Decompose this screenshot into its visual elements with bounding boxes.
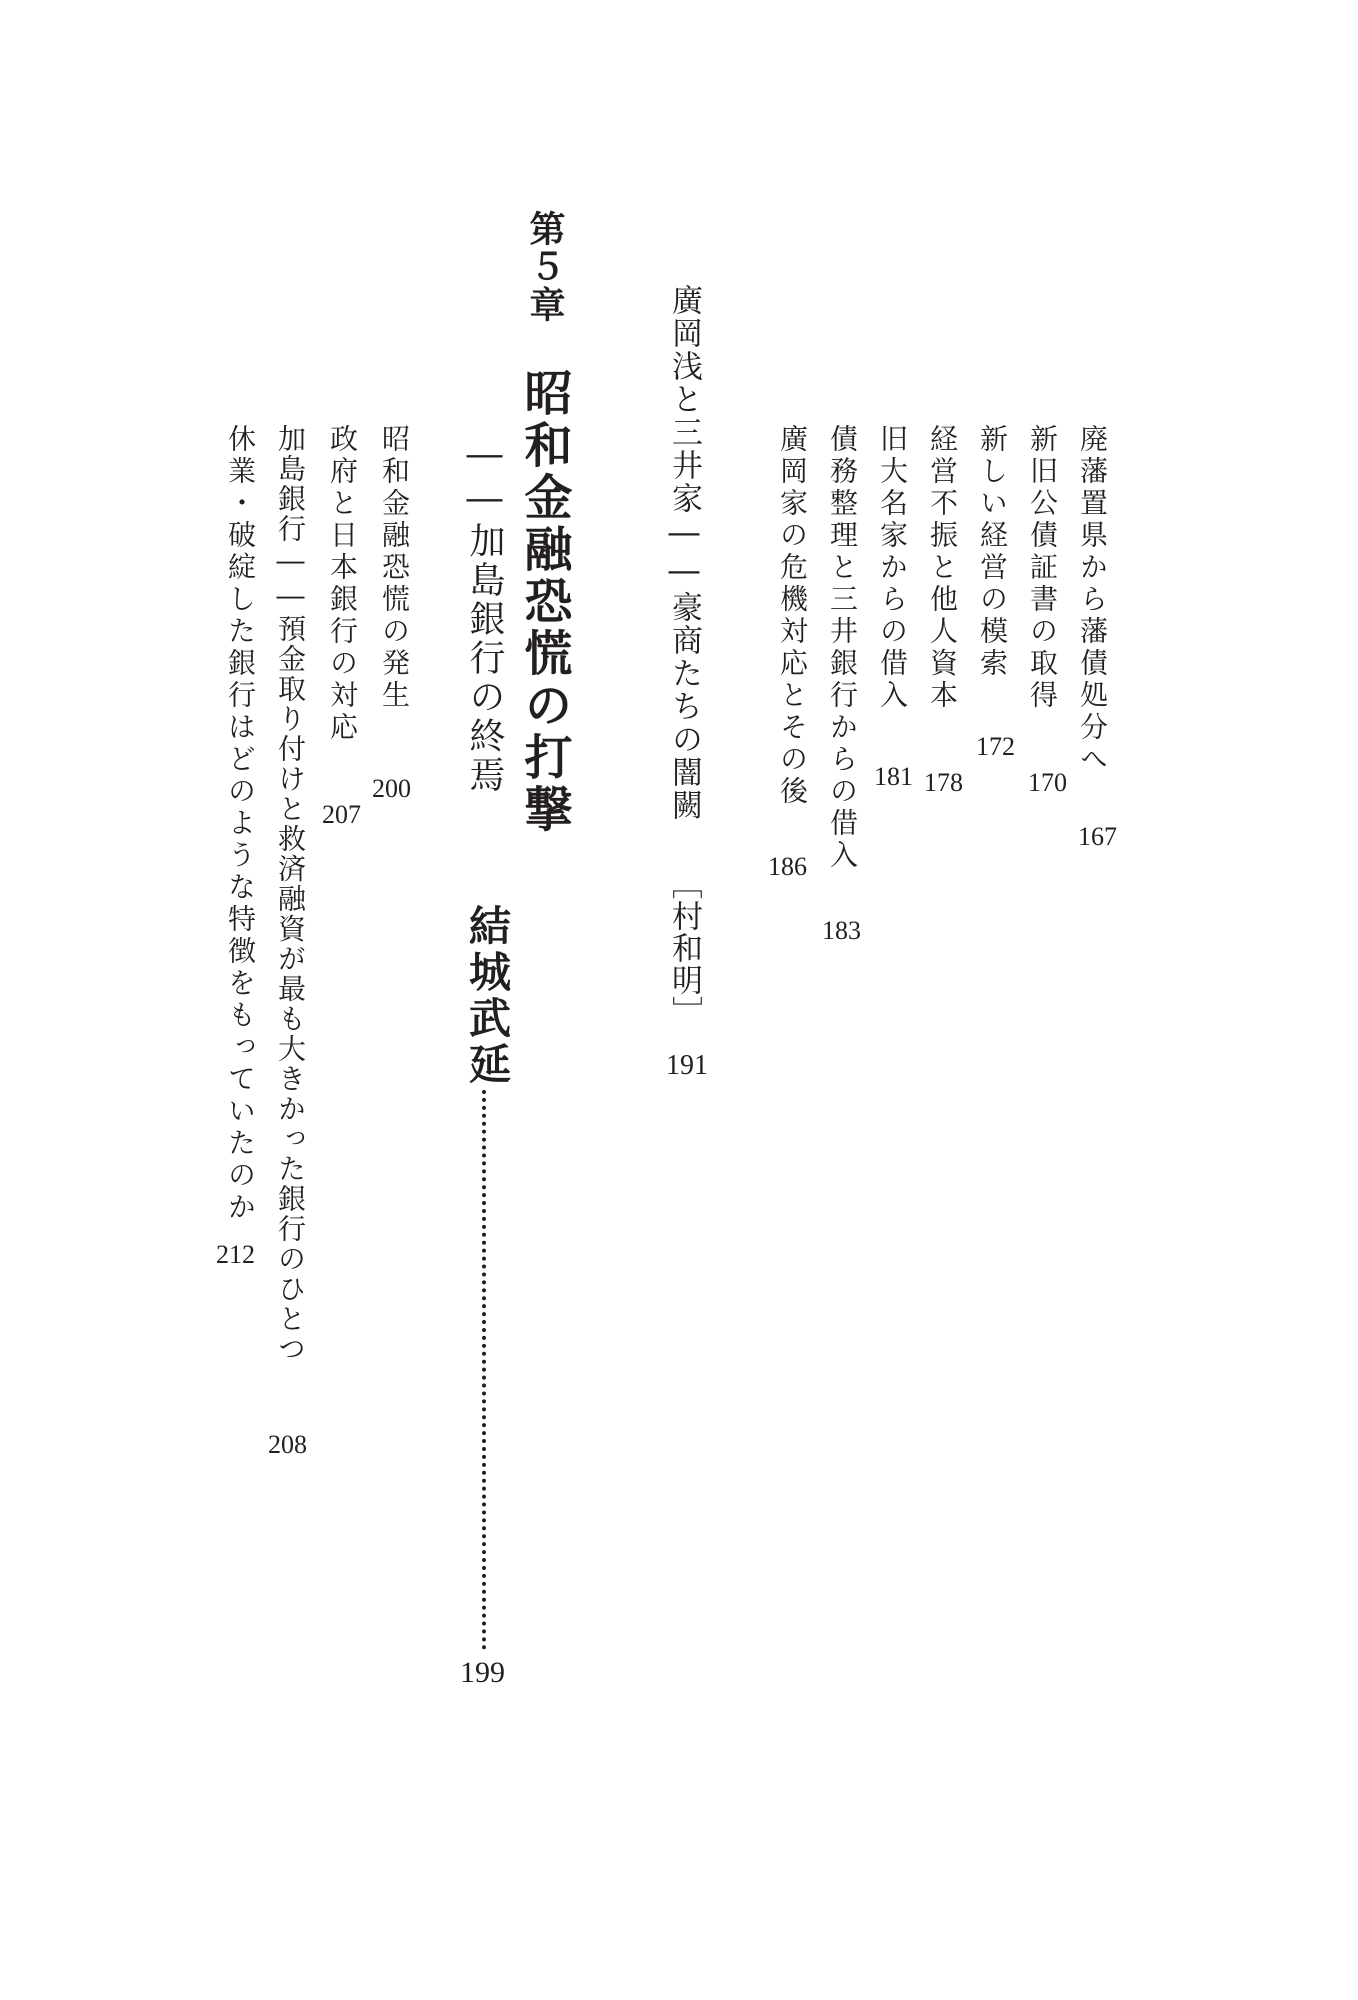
chapter-page-number: 199 <box>460 1656 505 1689</box>
toc-entry: 債務整理と三井銀行からの借入 <box>826 424 859 872</box>
toc-entry-page: 207 <box>322 800 361 829</box>
toc-entry: 旧大名家からの借入 <box>876 424 909 712</box>
toc-entry-page: 181 <box>874 762 913 791</box>
chapter-label: 第５章 <box>524 210 565 324</box>
toc-entry: 廣岡家の危機対応とその後 <box>776 424 809 808</box>
toc-entry-page: 208 <box>268 1430 307 1459</box>
toc-entry: 休業・破綻した銀行はどのような特徴をもっていたのか <box>224 424 257 1224</box>
section-title: 廣岡浅と三井家――豪商たちの闇闕 <box>666 284 702 822</box>
toc-entry: 新しい経営の模索 <box>976 424 1009 680</box>
toc-entry-page: 183 <box>822 916 861 945</box>
section-page-number: 191 <box>666 1050 708 1081</box>
chapter-subtitle: ――加島銀行の終焉 <box>464 434 505 795</box>
toc-entry-page: 186 <box>768 852 807 881</box>
toc-entry-page: 200 <box>372 774 411 803</box>
toc-entry-page: 178 <box>924 768 963 797</box>
toc-entry: 廃藩置県から藩債処分へ <box>1076 424 1109 776</box>
chapter-title: 昭和金融恐慌の打撃 <box>516 368 572 836</box>
leader-dots <box>482 1090 486 1650</box>
chapter-author: 結城武延 <box>463 904 512 1088</box>
toc-entry: 新旧公債証書の取得 <box>1026 424 1059 712</box>
toc-entry: 加島銀行――預金取り付けと救済融資が最も大きかった銀行のひとつ <box>274 424 307 1364</box>
toc-entry: 経営不振と他人資本 <box>926 424 959 712</box>
toc-entry: 政府と日本銀行の対応 <box>326 424 359 744</box>
toc-entry-page: 172 <box>976 732 1015 761</box>
toc-entry-page: 212 <box>216 1240 255 1269</box>
toc-entry-page: 167 <box>1078 822 1117 851</box>
toc-entry: 昭和金融恐慌の発生 <box>378 424 411 712</box>
toc-entry-page: 170 <box>1028 768 1067 797</box>
section-author: ［村和明］ <box>666 868 702 1028</box>
